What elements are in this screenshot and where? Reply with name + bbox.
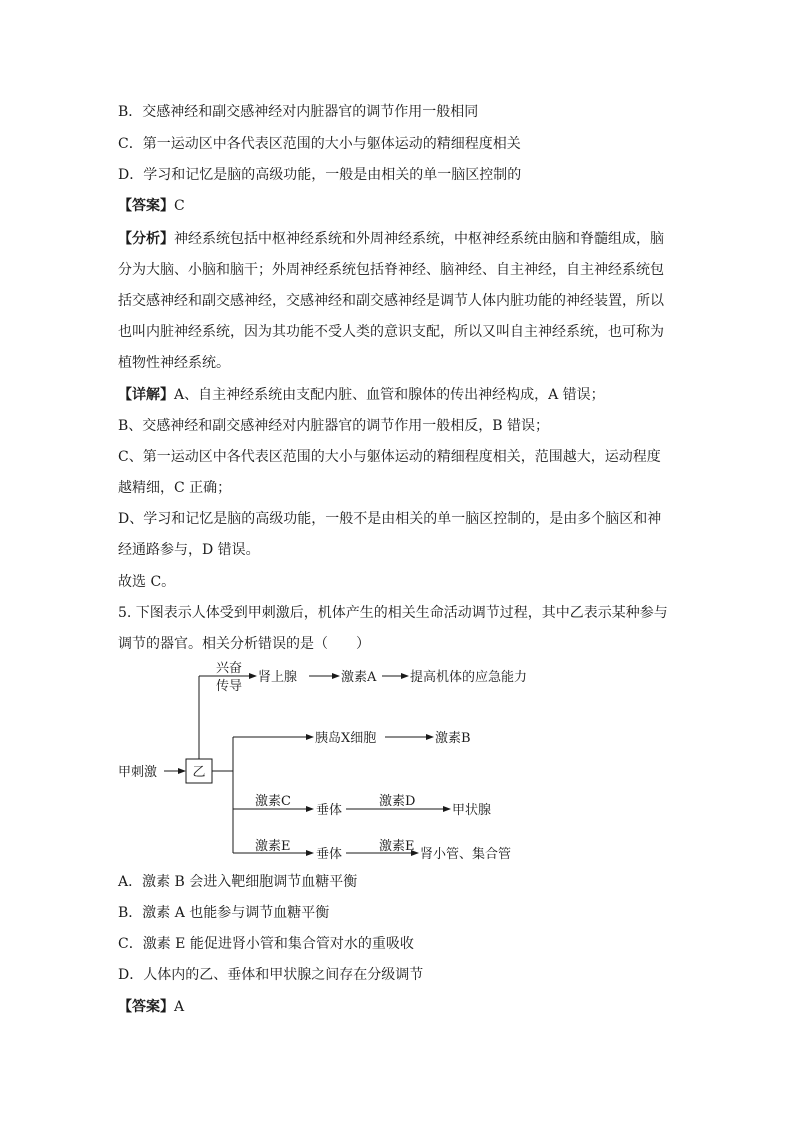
q4-analysis-line: 分为大脑、小脑和脑干；外周神经系统包括脊神经、脑神经、自主神经，自主神经系统包 — [118, 262, 664, 278]
q4-analysis-line: 也叫内脏神经系统，因为其功能不受人类的意识支配，所以又叫自主神经系统，也可称为 — [118, 324, 664, 340]
q4-analysis-line: 植物性神经系统。 — [118, 355, 230, 371]
q4-analysis-line: 括交感神经和副交感神经，交感神经和副交感神经是调节人体内脏功能的神经装置，所以 — [118, 293, 664, 309]
organ-label: 乙 — [192, 765, 206, 780]
q5-answer — [118, 997, 184, 1017]
hormone-a-node: 激素A — [341, 670, 377, 685]
q4-detail-text: A、自主神经系统由支配内脏、血管和腺体的传出神经构成，A 错误； — [174, 387, 605, 403]
q4-option-b: B．交感神经和副交感神经对内脏器官的调节作用一般相同 — [118, 104, 479, 120]
emergency-node: 提高机体的应急能力 — [410, 670, 528, 685]
q4-detail-line: D、学习和记忆是脑的高级功能，一般不是由相关的单一脑区控制的，是由多个脑区和神 — [118, 511, 662, 527]
q5-option-d: D．人体内的乙、垂体和甲状腺之间存在分级调节 — [118, 967, 424, 983]
conduct-label: 传导 — [216, 679, 243, 694]
hormone-d-label: 激素D — [379, 794, 416, 809]
organ-box — [186, 759, 212, 783]
q4-detail-line: B、交感神经和副交感神经对内脏器官的调节作用一般相反，B 错误； — [118, 418, 550, 434]
q5-option-a: A．激素 B 会进入靶细胞调节血糖平衡 — [118, 874, 358, 890]
islet-node: 胰岛X细胞 — [315, 731, 377, 746]
kidney-node: 肾小管、集合管 — [420, 847, 512, 862]
adrenal-node: 肾上腺 — [258, 670, 298, 685]
q4-detail-label: 【详解】 — [118, 387, 174, 403]
hormone-b-node: 激素B — [435, 731, 471, 746]
hormone-c-label: 激素C — [255, 794, 291, 809]
q4-answer-label: 【答案】 — [118, 198, 174, 214]
excite-label: 兴奋 — [216, 661, 243, 676]
q4-detail-line: 经通路参与，D 错误。 — [118, 542, 260, 558]
q5-answer-label: 【答案】 — [118, 999, 174, 1015]
q5-stem-line: 调节的器官。相关分析错误的是（ ） — [118, 636, 370, 652]
q4-analysis-text: 神经系统包括中枢神经系统和外周神经系统，中枢神经系统由脑和脊髓组成，脑 — [174, 231, 664, 247]
q5-answer-value: A — [174, 999, 185, 1015]
q4-detail-line: C、第一运动区中各代表区范围的大小与躯体运动的精细程度相关，范围越大，运动程度 — [118, 449, 661, 465]
stimulus-label: 甲刺激 — [118, 765, 158, 780]
q4-answer-value: C — [174, 198, 185, 214]
q4-option-c: C．第一运动区中各代表区范围的大小与躯体运动的精细程度相关 — [118, 136, 521, 152]
q4-answer — [118, 196, 185, 216]
thyroid-node: 甲状腺 — [452, 803, 492, 818]
q5-option-b: B．激素 A 也能参与调节血糖平衡 — [118, 905, 330, 921]
q4-analysis-label: 【分析】 — [118, 231, 174, 247]
q5-stem-line: 5. 下图表示人体受到甲刺激后，机体产生的相关生命活动调节过程，其中乙表示某种参与 — [118, 605, 668, 621]
q4-option-d: D．学习和记忆是脑的高级功能，一般是由相关的单一脑区控制的 — [118, 167, 522, 183]
q4-detail-line — [118, 385, 605, 405]
hormone-e-label: 激素E — [379, 839, 415, 854]
q4-conclusion: 故选 C。 — [118, 574, 176, 590]
q4-analysis-line — [118, 229, 664, 249]
hormone-e-label: 激素E — [255, 839, 291, 854]
q5-option-c: C．激素 E 能促进肾小管和集合管对水的重吸收 — [118, 936, 414, 952]
pituitary-node: 垂体 — [316, 803, 343, 818]
q4-detail-line: 越精细，C 正确； — [118, 480, 232, 496]
pituitary-node: 垂体 — [316, 847, 343, 862]
